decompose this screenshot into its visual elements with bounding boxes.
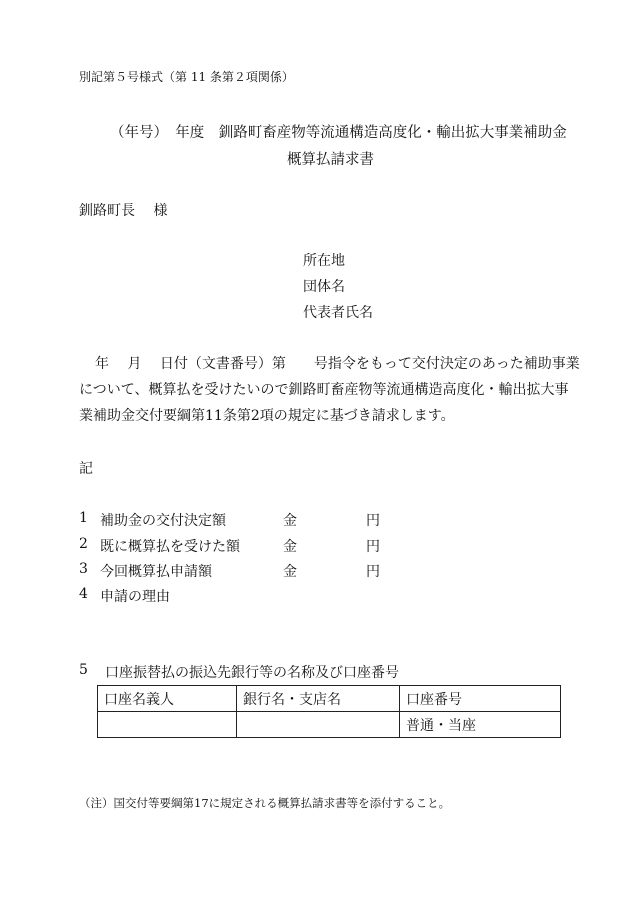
document-title-line2: 概算払請求書 <box>287 152 374 168</box>
item-number: 3 <box>79 561 88 577</box>
item-kin: 金 <box>283 513 297 529</box>
item-label: 既に概算払を受けた額 <box>100 539 240 555</box>
item-kin: 金 <box>283 539 297 555</box>
body-line-3: 業補助金交付要綱第11条第2項の規定に基づき請求します。 <box>79 408 455 424</box>
addressee: 釧路町長 様 <box>79 203 168 219</box>
ki-heading: 記 <box>79 461 93 477</box>
account-type-cell: 普通・当座 <box>400 712 561 738</box>
document-title-line1: （年号） 年度 釧路町畜産物等流通構造高度化・輸出拡大事業補助金 <box>110 125 567 141</box>
account-holder-cell <box>98 712 237 738</box>
item-yen: 円 <box>366 513 380 529</box>
account-number-header: 口座番号 <box>400 686 561 712</box>
bank-branch-cell <box>237 712 400 738</box>
account-heading-number: 5 <box>79 662 88 678</box>
bank-branch-header: 銀行名・支店名 <box>237 686 400 712</box>
account-heading-text: 口座振替払の振込先銀行等の名称及び口座番号 <box>105 665 399 681</box>
account-table-value-row <box>98 712 561 738</box>
item-yen: 円 <box>366 539 380 555</box>
body-line-1: 年 月 日付（文書番号）第 号指令をもって交付決定のあった補助事業 <box>95 356 580 372</box>
item-number: 4 <box>79 586 88 602</box>
account-table-header-row <box>98 686 561 712</box>
account-table <box>97 685 561 738</box>
form-reference: 別記第５号様式（第 11 条第２項関係） <box>79 70 294 84</box>
body-line-2: について、概算払を受けたいので釧路町畜産物等流通構造高度化・輸出拡大事 <box>79 382 569 398</box>
item-label: 補助金の交付決定額 <box>100 513 226 529</box>
footnote: （注）国交付等要綱第17に規定される概算払請求書等を添付すること。 <box>79 796 451 810</box>
address-label: 所在地 <box>303 253 345 269</box>
item-kin: 金 <box>283 564 297 580</box>
organization-label: 団体名 <box>303 279 345 295</box>
account-holder-header: 口座名義人 <box>98 686 237 712</box>
representative-label: 代表者氏名 <box>303 305 373 321</box>
item-number: 1 <box>79 510 88 526</box>
item-number: 2 <box>79 536 88 552</box>
item-label: 今回概算払申請額 <box>100 564 212 580</box>
item-label: 申請の理由 <box>100 589 170 605</box>
item-yen: 円 <box>366 564 380 580</box>
